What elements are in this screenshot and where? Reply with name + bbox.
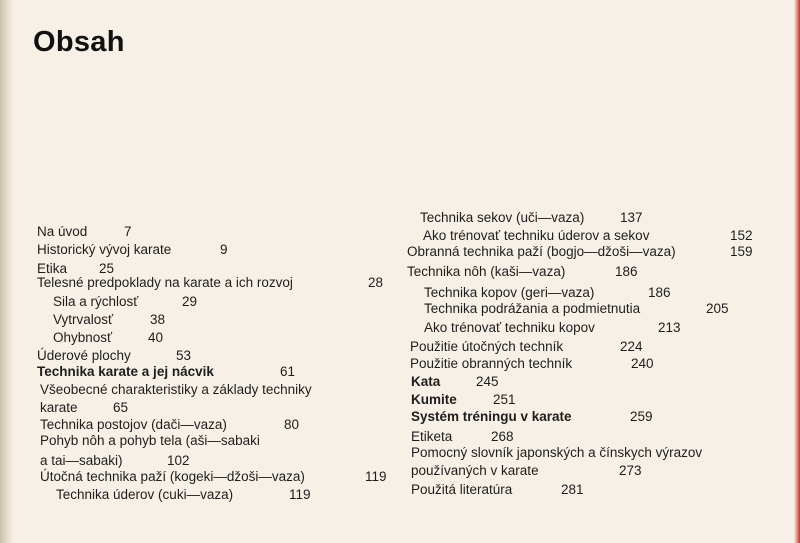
page-title: Obsah <box>33 26 125 58</box>
toc-entry-pouzitie-utocnych: Použitie útočných techník 224 <box>410 339 643 354</box>
page-number: 152 <box>730 228 753 243</box>
toc-entry-ako-trenovat-kopov: Ako trénovať techniku kopov 213 <box>424 320 681 335</box>
page-number: 119 <box>365 469 387 484</box>
page-number: 240 <box>631 356 654 371</box>
page-number: 273 <box>619 463 642 478</box>
page-number: 268 <box>491 429 514 444</box>
toc-entry-pomocny-slovnik: Pomocný slovník japonských a čínskych výrazov <box>411 445 703 460</box>
page-number: 28 <box>368 275 384 290</box>
toc-entry-karate: karate 65 <box>40 400 129 415</box>
page-number: 40 <box>148 330 164 345</box>
toc-entry-utocna-technika-pazi: Útočná technika paží (kogeki—džoši—vaza) 119 <box>40 469 387 484</box>
toc-entry-pouzitie-obrannych: Použitie obranných techník 240 <box>410 356 654 371</box>
page-number: 205 <box>706 301 729 316</box>
toc-entry-pouzita-literatura: Použitá literatúra 281 <box>411 482 584 497</box>
page-number: 224 <box>620 339 643 354</box>
page-number: 53 <box>176 348 192 363</box>
toc-section-kata: Kata 245 <box>411 374 499 389</box>
toc-entry-technika-sekov: Technika sekov (uči—vaza) 137 <box>420 210 643 225</box>
page-number: 186 <box>615 264 638 279</box>
page-number: 137 <box>620 210 643 225</box>
page-number: 159 <box>730 244 753 259</box>
page-number: 61 <box>280 364 296 379</box>
page-number: 245 <box>476 374 499 389</box>
toc-entry-technika-podrazania: Technika podrážania a podmietnutia 205 <box>424 301 729 316</box>
toc-entry-technika-uderov: Technika úderov (cuki—vaza) 119 <box>56 487 311 502</box>
page-binding-edge <box>0 0 14 543</box>
page-number: 29 <box>182 294 198 309</box>
toc-entry-pouzivanych-v-karate: používaných v karate 273 <box>411 463 642 478</box>
toc-entry-vseobecne-charakteristiky: Všeobecné charakteristiky a základy techniky <box>40 382 312 397</box>
toc-entry-etiketa: Etiketa 268 <box>411 429 514 444</box>
page-number: 65 <box>113 400 129 415</box>
page-number: 213 <box>658 320 681 335</box>
toc-entry-uderove-plochy: Úderové plochy 53 <box>37 348 192 363</box>
toc-entry-obranna-technika-pazi: Obranná technika paží (bogjo—džoši—vaza) 159 <box>407 244 753 259</box>
toc-entry-vytrvalost: Vytrvalosť 38 <box>53 312 166 327</box>
page-number: 259 <box>630 409 653 424</box>
page-number: 251 <box>493 392 516 407</box>
page-number: 7 <box>124 224 132 239</box>
toc-entry-historicky-vyvoj: Historický vývoj karate 9 <box>37 242 228 257</box>
toc-entry-ohybnost: Ohybnosť 40 <box>53 330 164 345</box>
page-number: 38 <box>150 312 166 327</box>
toc-section-system-treningu: Systém tréningu v karate 259 <box>411 409 653 424</box>
toc-section-kumite: Kumite 251 <box>411 392 516 407</box>
toc-entry-na-uvod: Na úvod 7 <box>37 224 132 239</box>
page-number: 119 <box>289 487 311 502</box>
page-number: 25 <box>99 261 115 276</box>
toc-entry-etika: Etika 25 <box>37 261 115 276</box>
page-number: 9 <box>220 242 228 257</box>
toc-entry-technika-noh: Technika nôh (kaši—vaza) 186 <box>407 264 638 279</box>
page-number: 186 <box>648 285 671 300</box>
toc-section-technika-karate: Technika karate a jej nácvik 61 <box>37 364 296 379</box>
page-number: 80 <box>284 417 300 432</box>
page-number: 281 <box>561 482 584 497</box>
toc-entry-ako-trenovat-uderov: Ako trénovať techniku úderov a sekov 152 <box>423 228 753 243</box>
page-right-edge <box>794 0 800 543</box>
toc-entry-technika-postojov: Technika postojov (dači—vaza) 80 <box>40 417 300 432</box>
toc-entry-telesne-predpoklady: Telesné predpoklady na karate a ich rozvoj 28 <box>37 275 384 290</box>
toc-entry-pohyb-noh: Pohyb nôh a pohyb tela (aši—sabaki <box>40 433 260 448</box>
toc-entry-tai-sabaki: a tai—sabaki) 102 <box>40 453 190 468</box>
toc-entry-sila-a-rychlost: Sila a rýchlosť 29 <box>53 294 198 309</box>
page-number: 102 <box>167 453 190 468</box>
toc-entry-technika-kopov: Technika kopov (geri—vaza) 186 <box>424 285 671 300</box>
